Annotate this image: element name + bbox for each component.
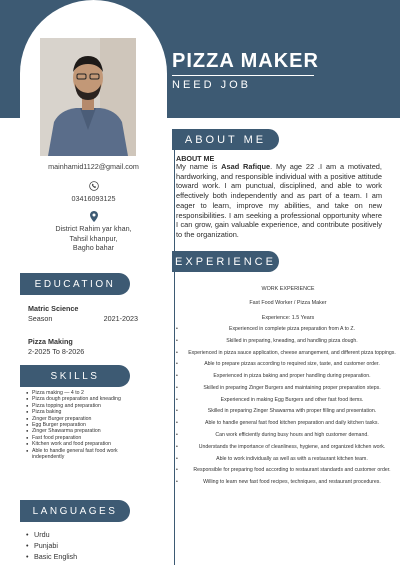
education-title: Matric Science [28, 304, 79, 313]
list-item: ● Egg Burger preparation [26, 422, 146, 428]
about-title: ABOUT ME [176, 154, 215, 163]
address-line: Tahsil khanpur, [69, 233, 118, 243]
list-item: • Skilled in preparing Zinger Burgers and maintaining proper preparation steps. [176, 385, 400, 392]
list-item: • Experienced in pizza sauce application, cheese arrangement, and different pizza toppings. [176, 350, 400, 357]
list-item: ● Fast food preparation [26, 435, 146, 441]
phone-text: 03416093125 [71, 194, 116, 203]
page-subtitle: NEED JOB [172, 79, 252, 91]
skills-heading: SKILLS [20, 365, 130, 387]
experience-list [176, 326, 400, 486]
person-photo-icon [40, 38, 136, 156]
job-role: Fast Food Worker / Pizza Maker [249, 300, 327, 306]
education-label: 2-2025 To 8-2026 [28, 346, 85, 356]
profile-photo [40, 38, 136, 156]
about-heading: ABOUT ME [172, 129, 279, 150]
about-name: Asad Rafique [221, 162, 271, 171]
list-item: • Willing to learn new fast food recipes, techniques, and restaurant procedures. [176, 479, 400, 486]
list-item: ● Pizza making — 4 to 2 [26, 390, 146, 396]
location-pin-icon [20, 211, 167, 225]
list-item: • Able to handle general fast food kitchen preparation and daily kitchen tasks. [176, 420, 400, 427]
list-item: ● Pizza topping and preparation [26, 403, 146, 409]
list-item: • Understands the importance of cleanliness, hygiene, and organized kitchen work. [176, 444, 400, 451]
work-experience-title: WORK EXPERIENCE [261, 286, 315, 292]
address-line: Bagho bahar [72, 243, 115, 252]
list-item: ● Kitchen work and food preparation [26, 441, 146, 447]
address-line: District Rahim yar khan, [55, 224, 132, 233]
list-item: ● Zinger Shawarma preparation [26, 428, 146, 434]
list-item: ● Zinger Burger preparation [26, 416, 146, 422]
education-entry [28, 304, 138, 323]
education-years: 2021-2023 [103, 313, 138, 323]
education-heading: EDUCATION [20, 273, 130, 295]
list-item: ● Able to handle general fast food work independently [26, 448, 146, 461]
email-text: mainhamid1122@gmail.com [48, 162, 139, 171]
list-item: • Urdu [26, 529, 77, 540]
list-item: • Basic English [26, 551, 77, 562]
about-text-pre: My name is [176, 162, 222, 171]
name-block [172, 50, 319, 91]
list-item: • Experienced in complete pizza preparation from A to Z. [176, 326, 400, 333]
education-title: Pizza Making [28, 337, 73, 346]
list-item: • Able to work individually as well as with a restaurant kitchen team. [176, 456, 400, 463]
list-item: • Experienced in pizza baking and proper handling during preparation. [176, 373, 400, 380]
about-paragraph [176, 162, 382, 240]
about-text-post: . My age 22 .I am a motivated, hardworking, and responsible individual with a positive attitude toward work. I am punctual, disciplined, and able to work effectively both independently and as part of a team. I am eager to learn, improve my abilities, and take on new responsibilities. I am seeking a professional opportunity where I can grow, gain valuable experience, and contribute positively to the organization. [176, 162, 382, 239]
list-item: • Experienced in making Egg Burgers and other fast food items. [176, 397, 400, 404]
list-item: • Skilled in preparing Zinger Shawarma with proper filling and presentation. [176, 408, 400, 415]
vertical-divider [174, 150, 175, 565]
list-item: • Able to prepare pizzas according to required size, taste, and customer order. [176, 361, 400, 368]
list-item: • Responsible for preparing food according to restaurant standards and customer order. [176, 467, 400, 474]
list-item: ● Pizza dough preparation and kneading [26, 396, 146, 402]
languages-heading: LANGUAGES [20, 500, 130, 522]
languages-list [26, 529, 77, 562]
phone-icon [20, 181, 167, 194]
list-item: • Skilled in preparing, kneading, and handling pizza dough. [176, 338, 400, 345]
title-divider [172, 75, 314, 76]
page-title: PIZZA MAKER [172, 50, 319, 72]
experience-heading: EXPERIENCE [172, 251, 279, 272]
list-item: • Punjabi [26, 540, 77, 551]
list-item: ● Pizza baking [26, 409, 146, 415]
list-item: • Can work efficiently during busy hours and high customer demand. [176, 432, 400, 439]
address-text [20, 224, 167, 253]
education-label: Season [28, 313, 53, 323]
experience-years: Experience: 1.5 Years [261, 315, 315, 321]
skills-list [26, 390, 146, 460]
education-entry [28, 337, 138, 356]
